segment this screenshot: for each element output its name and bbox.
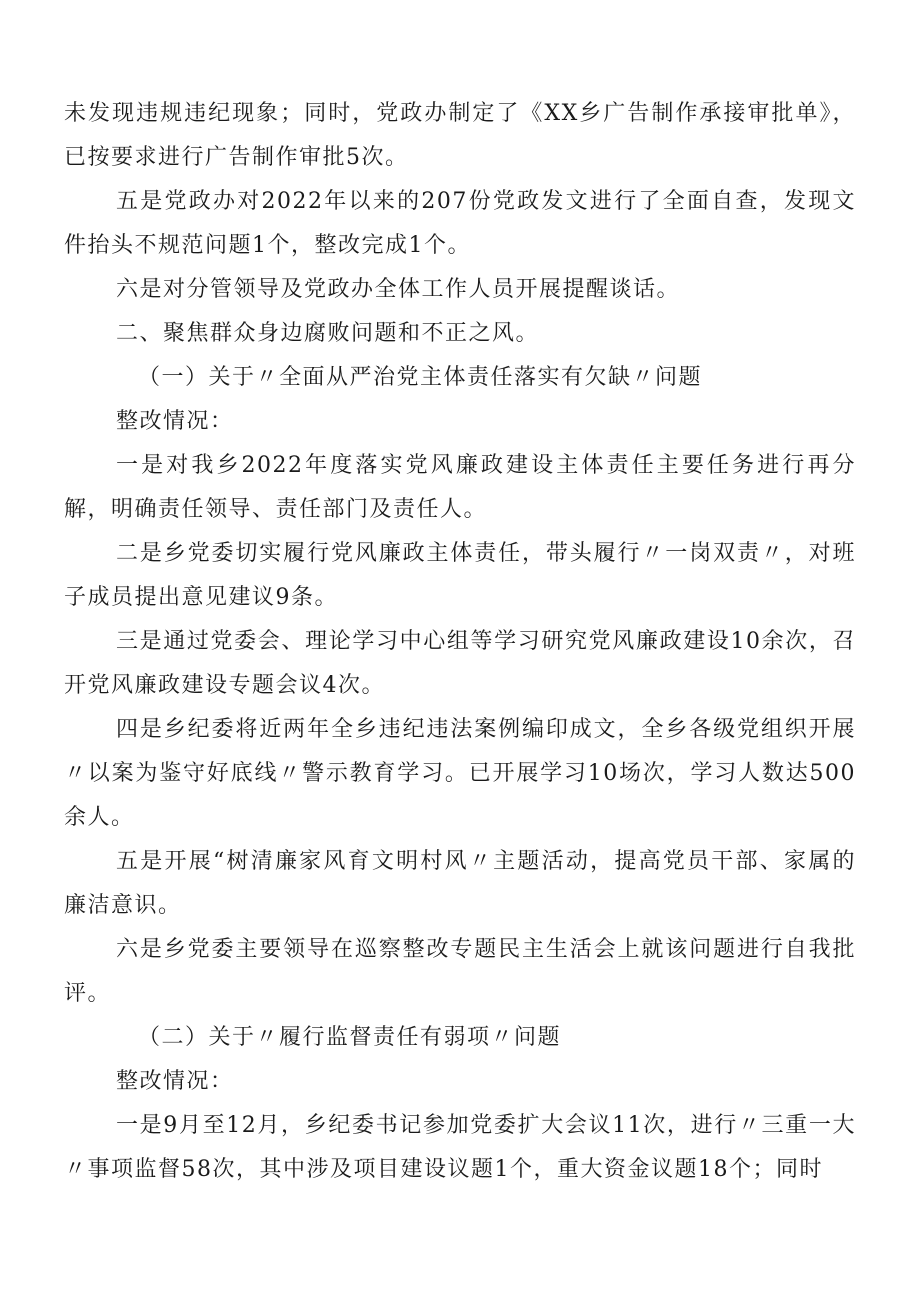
rectification-label-2: 整改情况：: [116, 1069, 234, 1094]
subsection-heading-2: （二）关于〃履行监督责任有弱项〃问题: [138, 1025, 562, 1050]
paragraph-item-3-study-sessions: 三是通过党委会、理论学习中心组等学习研究党风廉政建设10余次，召开党风廉政建设专题会议4次。: [64, 629, 856, 698]
paragraph-item-4-warning-education: 四是乡纪委将近两年全乡违纪违法案例编印成文，全乡各级党组织开展〃以案为鉴守好底线〃警示教育学习。已开展学习10场次，学习人数达500余人。: [64, 717, 856, 830]
paragraph-continuation: 未发现违规违纪现象；同时，党政办制定了《XX乡广告制作承接审批单》，已按要求进行广告制作审批5次。: [64, 101, 856, 170]
paragraph-item-5-document-check: 五是党政办对2022年以来的207份党政发文进行了全面自查，发现文件抬头不规范问题1个，整改完成1个。: [64, 189, 856, 258]
rectification-label-1: 整改情况：: [116, 409, 234, 434]
paragraph-item-1-task-breakdown: 一是对我乡2022年度落实党风廉政建设主体责任主要任务进行再分解，明确责任领导、责任部门及责任人。: [64, 453, 856, 522]
paragraph-item-1-supervision: 一是9月至12月，乡纪委书记参加党委扩大会议11次，进行〃三重一大〃事项监督58次，其中涉及项目建设议题1个，重大资金议题18个；同时: [64, 1113, 856, 1182]
paragraph-item-6-self-criticism: 六是乡党委主要领导在巡察整改专题民主生活会上就该问题进行自我批评。: [64, 937, 856, 1006]
subsection-heading-1: （一）关于〃全面从严治党主体责任落实有欠缺〃问题: [138, 365, 703, 390]
paragraph-item-2-party-committee: 二是乡党委切实履行党风廉政主体责任，带头履行〃一岗双责〃，对班子成员提出意见建议9条。: [64, 541, 856, 610]
paragraph-item-6-reminder-talks: 六是对分管领导及党政办全体工作人员开展提醒谈话。: [116, 277, 681, 302]
paragraph-item-5-family-ethics: 五是开展“树清廉家风育文明村风〃主题活动，提高党员干部、家属的廉洁意识。: [64, 849, 856, 918]
section-heading-2: 二、聚焦群众身边腐败问题和不正之风。: [116, 321, 540, 346]
